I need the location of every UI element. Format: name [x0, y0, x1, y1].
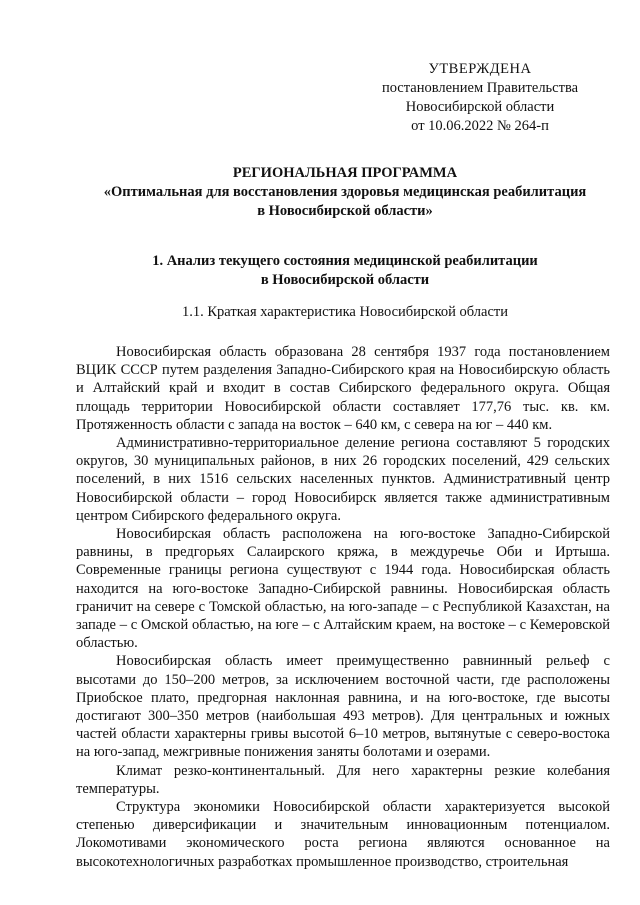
paragraph: Административно-территориальное деление региона составляют 5 городских округов, 30 муниципальных районов, в них 26 городских поселений, 429 сельских поселений, в них 1516 сельских населенных пунктов. Административный центр Новосибирской области – город Новосибирск является также административным центром Сибирского федерального округа.	[76, 435, 610, 524]
program-title-line3: в Новосибирской области»	[257, 203, 433, 219]
subsection-heading: 1.1. Краткая характеристика Новосибирской области	[182, 304, 508, 320]
approval-date-line: от 10.06.2022 № 264-п	[411, 118, 549, 134]
approval-heading: УТВЕРЖДЕНА	[428, 61, 532, 77]
section-heading-line2: в Новосибирской области	[260, 272, 430, 288]
approval-stamp	[380, 60, 580, 136]
program-title-line2: «Оптимальная для восстановления здоровья медицинская реабилитация	[103, 184, 587, 200]
approval-decree-line: постановлением Правительства	[381, 80, 579, 96]
section-heading-line1: 1. Анализ текущего состояния медицинской реабилитации	[152, 253, 538, 269]
paragraph: Структура экономики Новосибирской области характеризуется высокой степенью диверсификации и значительным инновационным потенциалом. Локомотивами экономического роста региона являются основанное на высокотехнологичных разработках промышленное производство, строительная	[76, 799, 610, 870]
program-title	[60, 164, 630, 221]
body-text	[76, 343, 610, 871]
program-title-line1: РЕГИОНАЛЬНАЯ ПРОГРАММА	[232, 165, 458, 181]
section-heading	[60, 252, 630, 290]
paragraph: Новосибирская область расположена на юго-востоке Западно-Сибирской равнины, в предгорьях Салаирского кряжа, в междуречье Оби и Иртыша. Современные границы региона существуют с 1944 года. Новосибирская область находится на юго-востоке Западно-Сибирской равнины. Новосибирская область граничит на севере с Томской областью, на юго-западе – с Республикой Казахстан, на западе – с Омской областью, на юге – с Алтайским краем, на востоке – с Кемеровской областью.	[76, 526, 610, 652]
paragraph: Новосибирская область образована 28 сентября 1937 года постановлением ВЦИК СССР путем разделения Западно-Сибирского края на Новосибирскую область и Алтайский край и входит в состав Сибирского федерального округа. Общая площадь территории Новосибирской области составляет 177,76 тыс. кв. км. Протяженность области с запада на восток – 640 км, с севера на юг – 440 км.	[76, 344, 610, 433]
paragraph: Климат резко-континентальный. Для него характерны резкие колебания температуры.	[76, 762, 610, 797]
approval-region-line: Новосибирской области	[405, 99, 555, 115]
paragraph: Новосибирская область имеет преимущественно равнинный рельеф с высотами до 150–200 метров, за исключением восточной части, где расположены Приобское плато, предгорная наклонная равнина, и на юго-востоке, где высоты достигают 300–350 метров (наибольшая 493 метров). Для центральных и южных частей области характерны гривы высотой 6–10 метров, вытянутые с северо-востока на юго-запад, межгривные понижения заняты болотами и озерами.	[76, 653, 610, 761]
